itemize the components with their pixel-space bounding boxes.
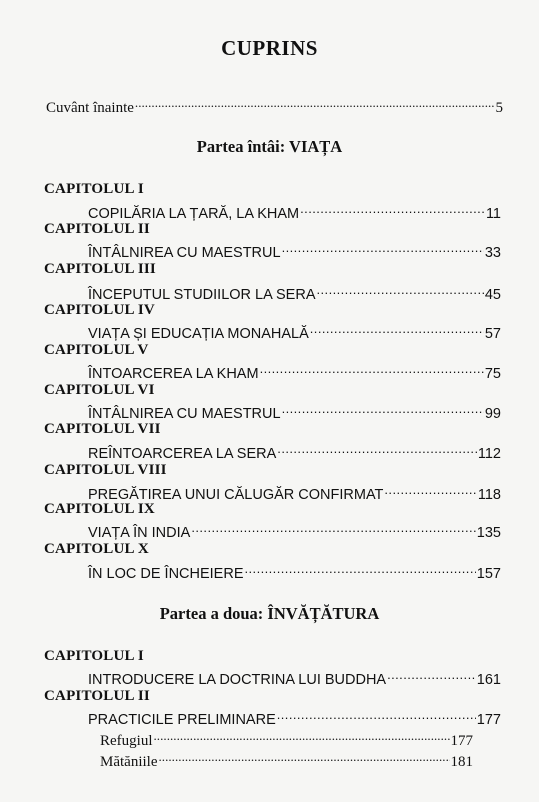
toc-entry[interactable] <box>88 361 501 383</box>
toc-entry[interactable] <box>88 520 501 542</box>
chapter-number: CAPITOLUL V <box>44 342 149 358</box>
dot-leader <box>154 728 450 745</box>
page-number: 181 <box>450 754 473 770</box>
chapter-number: CAPITOLUL II <box>44 688 150 704</box>
toc-subentry[interactable] <box>100 749 473 771</box>
entry-label: ÎNTÂLNIREA CU MAESTRUL <box>88 406 281 422</box>
dot-leader <box>245 561 476 578</box>
toc-entry[interactable] <box>88 401 501 423</box>
entry-label: ÎNTÂLNIREA CU MAESTRUL <box>88 245 281 261</box>
part-heading-2: Partea a doua: ÎNVĂȚĂTURA <box>159 604 380 623</box>
chapter-number: CAPITOLUL II <box>44 221 150 237</box>
entry-label: REÎNTOARCEREA LA SERA <box>88 446 277 462</box>
dot-leader <box>384 482 476 499</box>
chapter-number: CAPITOLUL I <box>44 181 144 197</box>
page-number: 118 <box>477 487 501 503</box>
dot-leader <box>277 707 476 724</box>
entry-label: Refugiul <box>100 733 153 749</box>
entry-label: ÎNCEPUTUL STUDIILOR LA SERA <box>88 287 316 303</box>
toc-entry[interactable] <box>88 201 501 223</box>
page-number: 157 <box>476 566 501 582</box>
chapter-number: CAPITOLUL IX <box>44 501 155 517</box>
toc-entry[interactable] <box>88 441 501 463</box>
toc-entry[interactable] <box>88 561 501 583</box>
dot-leader <box>158 749 449 766</box>
entry-label: VIAȚA ȘI EDUCAȚIA MONAHALĂ <box>88 326 309 342</box>
entry-label: ÎN LOC DE ÎNCHEIERE <box>88 566 244 582</box>
toc-entry-foreword[interactable] <box>46 95 503 117</box>
dot-leader <box>282 240 484 257</box>
dot-leader <box>310 321 484 338</box>
page-number: 5 <box>495 100 503 116</box>
chapter-number: CAPITOLUL I <box>44 648 144 664</box>
entry-label: ÎNTOARCEREA LA KHAM <box>88 366 259 382</box>
page-number: 57 <box>484 326 501 342</box>
chapter-number: CAPITOLUL III <box>44 261 156 277</box>
toc-entry[interactable] <box>88 321 501 343</box>
entry-label: Cuvânt înainte <box>46 100 134 116</box>
chapter-number: CAPITOLUL VII <box>44 421 161 437</box>
toc-entry[interactable] <box>88 240 501 262</box>
page-number: 33 <box>484 245 501 261</box>
chapter-number: CAPITOLUL X <box>44 541 149 557</box>
part-heading-1: Partea întâi: VIAȚA <box>196 137 343 156</box>
page-number: 177 <box>450 733 473 749</box>
page-number: 75 <box>484 366 501 382</box>
dot-leader <box>387 667 476 684</box>
chapter-number: CAPITOLUL VIII <box>44 462 167 478</box>
dot-leader <box>300 201 485 218</box>
page-title: CUPRINS <box>221 36 318 60</box>
page-number: 177 <box>476 712 501 728</box>
entry-label: INTRODUCERE LA DOCTRINA LUI BUDDHA <box>88 672 387 688</box>
page-number: 112 <box>477 446 501 462</box>
dot-leader <box>277 441 477 458</box>
entry-label: PRACTICILE PRELIMINARE <box>88 712 276 728</box>
dot-leader <box>191 520 475 537</box>
dot-leader <box>317 282 484 299</box>
chapter-number: CAPITOLUL VI <box>44 382 155 398</box>
entry-label: PREGĂTIREA UNUI CĂLUGĂR CONFIRMAT <box>88 487 384 503</box>
entry-label: Mătăniile <box>100 754 158 770</box>
entry-label: VIAȚA ÎN INDIA <box>88 525 191 541</box>
dot-leader <box>260 361 484 378</box>
entry-label: COPILĂRIA LA ȚARĂ, LA KHAM <box>88 206 300 222</box>
toc-subentry[interactable] <box>100 728 473 750</box>
toc-entry[interactable] <box>88 667 501 689</box>
page-number: 135 <box>476 525 501 541</box>
dot-leader <box>282 401 484 418</box>
toc-entry[interactable] <box>88 707 501 729</box>
chapter-number: CAPITOLUL IV <box>44 302 155 318</box>
page-number: 99 <box>484 406 501 422</box>
page-number: 11 <box>485 206 501 222</box>
page-number: 161 <box>476 672 501 688</box>
dot-leader <box>135 95 495 112</box>
page-number: 45 <box>484 287 501 303</box>
toc-entry[interactable] <box>88 282 501 304</box>
